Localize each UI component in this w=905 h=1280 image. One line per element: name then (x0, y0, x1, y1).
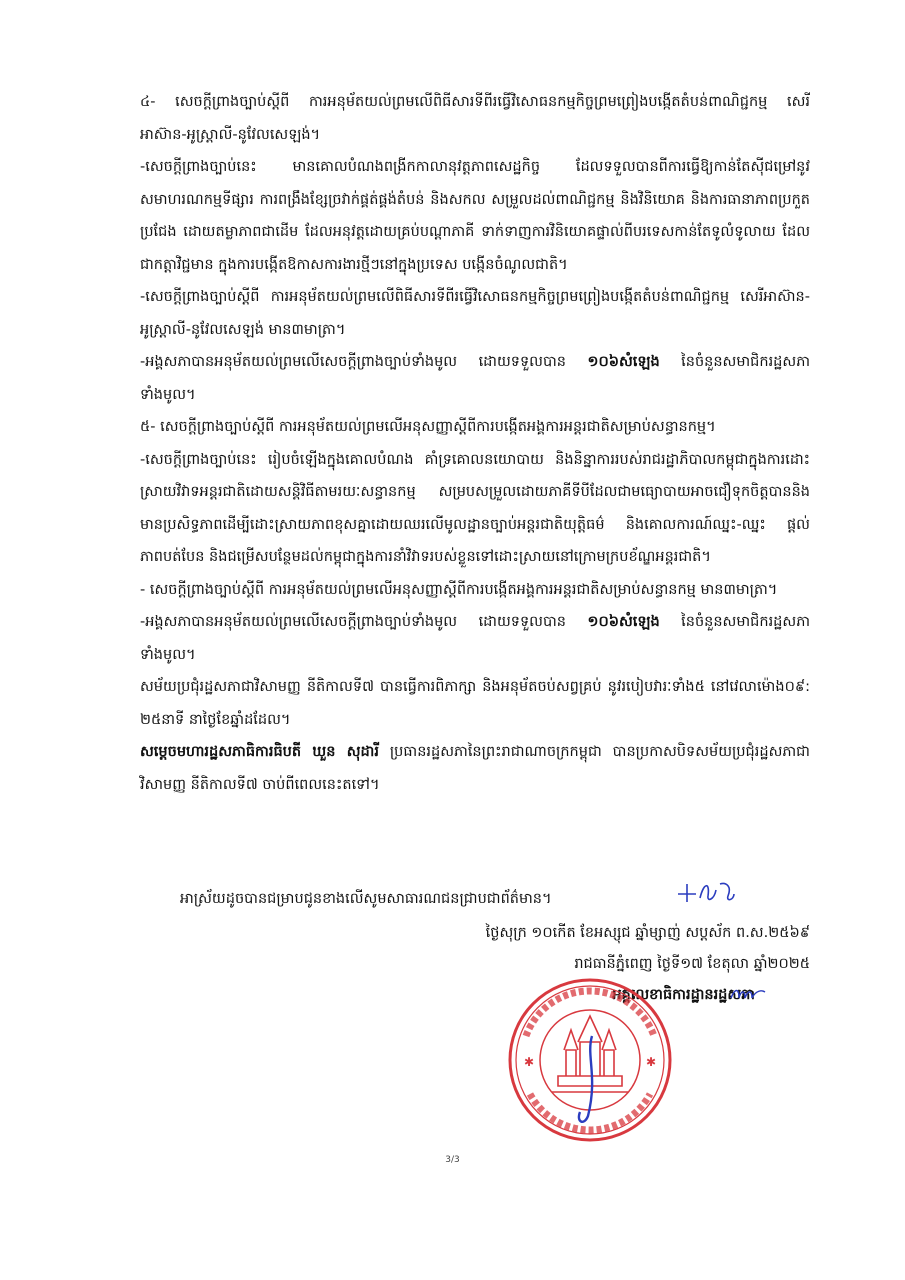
paragraph-text: ប្រធានរដ្ឋសភានៃព្រះរាជាណាចក្រកម្ពុជា បានប្រកាសបិទសម័យប្រជុំរដ្ឋសភាជាវិសាមញ្ញ នីតិកាលទី៧ ចាប់ពីពេលនេះតទៅ។ (140, 744, 810, 793)
paragraph-text: - សេចក្តីព្រាងច្បាប់ស្តីពី ការអនុម័តយល់ព្រមលើអនុសញ្ញាស្តីពីការបង្កើតអង្គការអន្តរជាតិសម្រាប់សន្ធានកម្ម មាន៣មាត្រា។ (140, 581, 778, 598)
paragraph-item-5-heading (140, 411, 810, 444)
vote-count: ១០៦សំឡេង (587, 614, 660, 630)
svg-text:✱: ✱ (646, 1055, 657, 1069)
paragraph-text: -អង្គសភាបានអនុម័តយល់ព្រមលើសេចក្តីព្រាងច្បាប់ទាំងមូល ដោយទទួលបាន (140, 354, 588, 370)
handwritten-mark-icon (730, 986, 766, 1002)
paragraph-item-4-vote (140, 346, 810, 411)
page-number: 3/3 (445, 1155, 460, 1165)
paragraph-item-4-purpose (140, 151, 810, 281)
closing-line: អាស្រ័យដូចបានជម្រាបជូនខាងលើសូមសាធារណជនជ្រាបជាព័ត៌មាន។ (180, 891, 552, 907)
paragraph-text: -សេចក្តីព្រាងច្បាប់ស្តីពី ការអនុម័តយល់ព្រមលើពិធីសារទីពីរធ្វើវិសោធនកម្មកិច្ចព្រមព្រៀងបង្កើតតំបន់ពាណិជ្ជកម្ម សេរីអាស៊ាន-អូស្ត្រាលី-នូវែលសេឡង់ មាន៣មាត្រា។ (140, 289, 810, 338)
signatory-title: អគ្គលេខាធិការដ្ឋានរដ្ឋសភា (612, 987, 755, 1003)
paragraph-item-4-articles (140, 281, 810, 346)
official-seal-icon (506, 976, 674, 1144)
paragraph-item-5-vote (140, 606, 810, 671)
paragraph-text: -សេចក្តីព្រាងច្បាប់នេះ រៀបចំឡើងក្នុងគោលបំណង គាំទ្រគោលនយោបាយ និងនិន្នាការរបស់រាជរដ្ឋាភិបាលកម្ពុជាក្នុងការដោះស្រាយវិវាទអន្តរជាតិដោយសន្តិវិធីតាមរយៈសន្ធានកម្ម សម្របសម្រួលដោយភាគីទីបីដែលជាមធ្យោបាយអាចជឿទុកចិត្តបាននិងមានប្រសិទ្ធភាពដើម្បីដោះស្រាយភាពខុសគ្នាដោយឈរលើមូលដ្ឋានច្បាប់អន្តរជាតិយុត្តិធម៌ និងគោលការណ៍ឈ្នះ-ឈ្នះ ផ្តល់ភាពបត់បែន និងជម្រើសបន្ថែមដល់កម្ពុជាក្នុងការនាំវិវាទរបស់ខ្លួនទៅដោះស្រាយនៅក្រោមក្របខ័ណ្ឌអន្តរជាតិ។ (140, 451, 810, 565)
date-solar: រាជធានីភ្នំពេញ ថ្ងៃទី១៧ ខែតុលា ឆ្នាំ២០២៥ (574, 956, 810, 972)
paragraph-text: -សេចក្តីព្រាងច្បាប់នេះ មានគោលបំណងពង្រីកកាលានុវត្តភាពសេដ្ឋកិច្ច ដែលទទួលបានពីការធ្វើឱ្យកាន់តែស៊ីជម្រៅនូវសមាហរណកម្មទីផ្សារ ការពង្រឹងខ្សែច្រវាក់ផ្គត់ផ្គង់តំបន់ និងសកល សម្រួលដល់ពាណិជ្ជកម្ម និងវិនិយោគ និងការធានាភាពប្រកួតប្រជែង ដោយតម្លាភាពជាដើម ដែលអនុវត្តដោយគ្រប់បណ្តាភាគី ទាក់ទាញការវិនិយោគផ្ទាល់ពីបរទេសកាន់តែទូលំទូលាយ ដែលជាកត្តាវិជ្ជមាន ក្នុងការបង្កើតឱកាសការងារថ្មីៗនៅក្នុងប្រទេស បង្កើនចំណូលជាតិ។ (140, 159, 810, 273)
paragraph-item-5-purpose (140, 444, 810, 574)
paragraph-text: ៥- សេចក្តីព្រាងច្បាប់ស្តីពី ការអនុម័តយល់ព្រមលើអនុសញ្ញាស្តីពីការបង្កើតអង្គការអន្តរជាតិសម្រាប់សន្ធានកម្ម។ (140, 419, 716, 435)
paragraph-item-4-heading (140, 86, 810, 151)
paragraph-item-5-articles (140, 574, 810, 607)
paragraph-text: នៃចំនួនសមាជិករដ្ឋសភាទាំងមូល។ (140, 354, 810, 403)
vote-count: ១០៦សំឡេង (587, 354, 660, 370)
paragraph-text: ៤-​ សេចក្តីព្រាងច្បាប់ស្តីពី ការអនុម័តយល់ព្រមលើពិធីសារទីពីរធ្វើវិសោធនកម្មកិច្ចព្រមព្រៀងបង្កើតតំបន់ពាណិជ្ជកម្ម សេរីអាស៊ាន-អូស្ត្រាលី-នូវែលសេឡង់។ (140, 94, 810, 143)
paragraph-session-close (140, 736, 810, 801)
president-name: សម្តេចមហារដ្ឋសភាធិការធិបតី ឃួន សុដារី (140, 744, 379, 760)
paragraph-session-summary (140, 671, 810, 736)
document-body (140, 86, 810, 801)
initial-signature-icon (676, 876, 736, 906)
paragraph-text: នៃចំនួនសមាជិករដ្ឋសភាទាំងមូល។ (140, 614, 810, 663)
paragraph-text: សម័យប្រជុំរដ្ឋសភាជាវិសាមញ្ញ នីតិកាលទី៧ បានធ្វើការពិភាក្សា និងអនុម័តចប់សព្វគ្រប់ នូវរបៀបវារៈទាំង៥ នៅវេលាម៉ោង០៩: ២៥នាទី នាថ្ងៃខែឆ្នាំដដែល។ (140, 679, 810, 728)
paragraph-text: -អង្គសភាបានអនុម័តយល់ព្រមលើសេចក្តីព្រាងច្បាប់ទាំងមូល ដោយទទួលបាន (140, 614, 588, 630)
date-lunar: ថ្ងៃសុក្រ ១០កើត ខែអស្សុជ ឆ្នាំម្សាញ់ សប្តស័ក ព.ស.២៥៦៩ (485, 925, 810, 941)
svg-text:✱: ✱ (524, 1055, 535, 1069)
